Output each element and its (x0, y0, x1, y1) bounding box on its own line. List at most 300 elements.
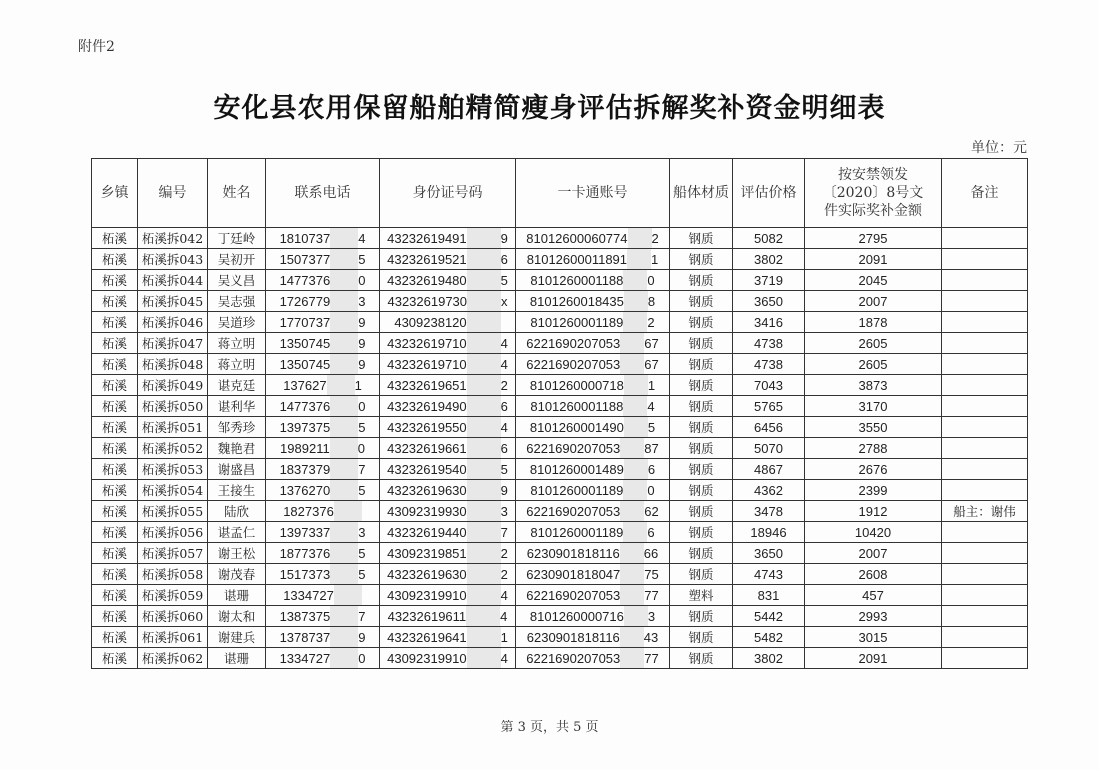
redaction-block (620, 501, 644, 521)
cell-phone (266, 522, 380, 543)
cell-note (942, 228, 1028, 249)
idcard-visible-prefix: 4309238120 (394, 314, 467, 330)
table-row (92, 480, 1028, 501)
cell-idcard (380, 627, 516, 648)
cell-town: 柘溪 (92, 312, 138, 333)
cell-price: 6456 (733, 417, 805, 438)
cell-material: 钢质 (670, 543, 733, 564)
cell-account (516, 354, 670, 375)
phone-visible-prefix: 1770737 (279, 314, 331, 330)
table-header-row (92, 159, 1028, 228)
cell-name: 谌孟仁 (208, 522, 266, 543)
phone-visible-prefix: 1378737 (279, 629, 331, 645)
cell-account (516, 564, 670, 585)
account-visible-prefix: 81012600011891 (526, 251, 628, 267)
redaction-block (620, 585, 644, 605)
table-row (92, 648, 1028, 669)
cell-material: 钢质 (670, 249, 733, 270)
redaction-block (330, 627, 358, 647)
cell-material: 钢质 (670, 333, 733, 354)
cell-phone (266, 312, 380, 333)
cell-note (942, 543, 1028, 564)
phone-visible-prefix: 1334727 (279, 650, 331, 666)
phone-visible-prefix: 1350745 (279, 356, 331, 372)
idcard-visible-suffix: 4 (500, 608, 508, 624)
account-visible-prefix: 6230901818047 (526, 566, 621, 582)
redaction-block (467, 249, 501, 269)
redaction-block (334, 585, 362, 605)
account-visible-suffix: 1 (647, 377, 656, 393)
phone-visible-prefix: 1827376 (283, 503, 334, 519)
cell-id: 柘溪拆048 (138, 354, 208, 375)
cell-material: 钢质 (670, 648, 733, 669)
cell-account (516, 543, 670, 564)
cell-id: 柘溪拆044 (138, 270, 208, 291)
document-title: 安化县农用保留船舶精简瘦身评估拆解奖补资金明细表 (213, 93, 886, 124)
cell-price: 7043 (733, 375, 805, 396)
table-row (92, 438, 1028, 459)
redaction-block (330, 564, 358, 584)
cell-award: 2091 (805, 249, 942, 270)
cell-name: 谢太和 (208, 606, 266, 627)
phone-visible-suffix: 5 (358, 482, 366, 498)
idcard-visible-prefix: 43232619630 (387, 566, 467, 582)
cell-note (942, 249, 1028, 270)
redaction-block (330, 438, 358, 458)
idcard-visible-suffix: x (501, 293, 508, 309)
cell-name: 谌克廷 (208, 375, 266, 396)
cell-phone (266, 585, 380, 606)
cell-phone (266, 396, 380, 417)
account-visible-suffix: 0 (647, 482, 655, 498)
cell-account (516, 312, 670, 333)
cell-phone (266, 648, 380, 669)
cell-account (516, 501, 670, 522)
cell-town: 柘溪 (92, 522, 138, 543)
phone-visible-suffix: 7 (358, 461, 366, 477)
header-town: 乡镇 (92, 159, 138, 228)
redaction-block (623, 270, 647, 290)
redaction-block (327, 375, 355, 395)
cell-award: 1912 (805, 501, 942, 522)
table-row (92, 501, 1028, 522)
redaction-block (467, 396, 501, 416)
table-row (92, 543, 1028, 564)
phone-visible-prefix: 1397375 (279, 419, 331, 435)
redaction-block (330, 354, 358, 374)
redaction-block (330, 228, 358, 248)
page-number: 第 3 页，共 5 页 (500, 720, 599, 735)
cell-id: 柘溪拆052 (138, 438, 208, 459)
idcard-visible-suffix: 9 (500, 482, 508, 498)
phone-visible-prefix: 1837379 (279, 461, 331, 477)
cell-award: 10420 (805, 522, 942, 543)
cell-material: 钢质 (670, 627, 733, 648)
cell-award: 3170 (805, 396, 942, 417)
cell-award: 457 (805, 585, 942, 606)
cell-material: 钢质 (670, 564, 733, 585)
idcard-visible-prefix: 43232619651 (387, 377, 467, 393)
cell-idcard (380, 354, 516, 375)
account-visible-prefix: 8101260001188 (530, 398, 624, 414)
cell-town: 柘溪 (92, 543, 138, 564)
cell-award: 2007 (805, 543, 942, 564)
account-visible-prefix: 6221690207053 (526, 503, 621, 519)
cell-award: 2795 (805, 228, 942, 249)
idcard-visible-prefix: 43232619540 (387, 461, 467, 477)
cell-material: 钢质 (670, 459, 733, 480)
cell-account (516, 627, 670, 648)
cell-town: 柘溪 (92, 501, 138, 522)
header-note: 备注 (942, 159, 1028, 228)
cell-town: 柘溪 (92, 627, 138, 648)
cell-price: 5482 (733, 627, 805, 648)
cell-account (516, 459, 670, 480)
cell-account (516, 585, 670, 606)
cell-award: 2399 (805, 480, 942, 501)
cell-award: 2045 (805, 270, 942, 291)
table-row (92, 564, 1028, 585)
account-visible-prefix: 8101260001189 (530, 524, 624, 540)
phone-visible-prefix: 1387375 (279, 608, 331, 624)
table-row (92, 228, 1028, 249)
header-price: 评估价格 (733, 159, 805, 228)
cell-town: 柘溪 (92, 375, 138, 396)
phone-visible-prefix: 1517373 (279, 566, 331, 582)
phone-visible-suffix: 9 (358, 356, 366, 372)
account-visible-suffix: 4 (647, 398, 655, 414)
cell-material: 钢质 (670, 228, 733, 249)
cell-material: 钢质 (670, 396, 733, 417)
idcard-visible-prefix: 43232619710 (387, 335, 467, 351)
redaction-block (624, 291, 648, 311)
phone-visible-prefix: 137627 (283, 377, 327, 393)
cell-phone (266, 270, 380, 291)
unit-label: 单位：元 (971, 140, 1027, 156)
cell-material: 钢质 (670, 480, 733, 501)
idcard-visible-suffix: 9 (500, 230, 508, 246)
redaction-block (624, 459, 648, 479)
cell-town: 柘溪 (92, 480, 138, 501)
cell-account (516, 522, 670, 543)
cell-id: 柘溪拆043 (138, 249, 208, 270)
phone-visible-suffix: 9 (358, 629, 366, 645)
phone-visible-suffix: 7 (358, 608, 366, 624)
redaction-block (330, 522, 358, 542)
table-row (92, 270, 1028, 291)
account-visible-prefix: 6230901818116 (526, 629, 620, 645)
idcard-visible-prefix: 43092319851 (387, 545, 467, 561)
account-visible-suffix: 87 (644, 440, 659, 456)
cell-idcard (380, 459, 516, 480)
cell-phone (266, 627, 380, 648)
phone-visible-prefix: 1989211 (280, 440, 330, 456)
cell-award: 2605 (805, 333, 942, 354)
idcard-visible-prefix: 43232619630 (387, 482, 467, 498)
idcard-visible-suffix: 5 (500, 461, 508, 477)
redaction-block (467, 375, 501, 395)
table-row (92, 291, 1028, 312)
cell-material: 钢质 (670, 291, 733, 312)
idcard-visible-prefix: 43232619440 (387, 524, 467, 540)
cell-id: 柘溪拆050 (138, 396, 208, 417)
account-visible-suffix: 6 (647, 461, 656, 477)
redaction-block (628, 228, 652, 248)
cell-town: 柘溪 (92, 396, 138, 417)
cell-id: 柘溪拆055 (138, 501, 208, 522)
cell-id: 柘溪拆060 (138, 606, 208, 627)
cell-account (516, 606, 670, 627)
cell-note (942, 606, 1028, 627)
redaction-block (623, 522, 647, 542)
cell-town: 柘溪 (92, 249, 138, 270)
cell-price: 5442 (733, 606, 805, 627)
cell-price: 3719 (733, 270, 805, 291)
cell-award: 2788 (805, 438, 942, 459)
redaction-block (467, 270, 501, 290)
cell-price: 4743 (733, 564, 805, 585)
cell-note (942, 459, 1028, 480)
phone-visible-prefix: 1350745 (279, 335, 331, 351)
table-row (92, 606, 1028, 627)
idcard-visible-suffix: 2 (500, 566, 508, 582)
cell-phone (266, 249, 380, 270)
redaction-block (330, 648, 358, 668)
idcard-visible-prefix: 43232619480 (387, 272, 467, 288)
cell-award: 3873 (805, 375, 942, 396)
cell-name: 谌珊 (208, 585, 266, 606)
cell-id: 柘溪拆045 (138, 291, 208, 312)
cell-id: 柘溪拆042 (138, 228, 208, 249)
cell-award: 3015 (805, 627, 942, 648)
redaction-block (330, 480, 358, 500)
cell-idcard (380, 375, 516, 396)
account-visible-suffix: 0 (647, 272, 655, 288)
account-visible-prefix: 8101260000718 (529, 377, 624, 393)
cell-id: 柘溪拆062 (138, 648, 208, 669)
redaction-block (467, 501, 501, 521)
account-visible-suffix: 62 (644, 503, 659, 519)
idcard-visible-prefix: 43092319910 (387, 650, 467, 666)
cell-price: 831 (733, 585, 805, 606)
subsidy-table (91, 158, 1028, 669)
cell-material: 钢质 (670, 501, 733, 522)
header-id: 编号 (138, 159, 208, 228)
account-visible-prefix: 6221690207053 (526, 440, 621, 456)
cell-phone (266, 459, 380, 480)
idcard-visible-prefix: 43232619521 (387, 251, 467, 267)
cell-award: 2676 (805, 459, 942, 480)
idcard-visible-prefix: 43232619730 (387, 293, 468, 309)
redaction-block (624, 417, 648, 437)
header-phone: 联系电话 (266, 159, 380, 228)
phone-visible-suffix: 0 (358, 650, 366, 666)
account-visible-suffix: 6 (647, 524, 655, 540)
idcard-visible-prefix: 43232619710 (387, 356, 467, 372)
redaction-block (330, 312, 358, 332)
account-visible-prefix: 6221690207053 (526, 356, 621, 372)
cell-material: 钢质 (670, 375, 733, 396)
idcard-visible-suffix: 2 (500, 377, 508, 393)
idcard-visible-prefix: 43232619490 (387, 398, 467, 414)
phone-visible-prefix: 1810737 (279, 230, 331, 246)
cell-account (516, 417, 670, 438)
cell-town: 柘溪 (92, 417, 138, 438)
cell-award: 2608 (805, 564, 942, 585)
phone-visible-prefix: 1477376 (279, 272, 331, 288)
redaction-block (467, 333, 501, 353)
cell-idcard (380, 270, 516, 291)
cell-town: 柘溪 (92, 291, 138, 312)
cell-material: 钢质 (670, 270, 733, 291)
redaction-block (330, 606, 358, 626)
cell-town: 柘溪 (92, 354, 138, 375)
cell-award: 2091 (805, 648, 942, 669)
cell-name: 蒋立明 (208, 333, 266, 354)
cell-price: 4738 (733, 354, 805, 375)
cell-name: 吴初开 (208, 249, 266, 270)
cell-id: 柘溪拆047 (138, 333, 208, 354)
cell-account (516, 438, 670, 459)
cell-price: 5070 (733, 438, 805, 459)
table-row (92, 585, 1028, 606)
cell-material: 钢质 (670, 312, 733, 333)
cell-price: 3802 (733, 249, 805, 270)
redaction-block (624, 375, 648, 395)
cell-account (516, 291, 670, 312)
cell-name: 谢王松 (208, 543, 266, 564)
cell-account (516, 375, 670, 396)
idcard-visible-prefix: 43232619550 (387, 419, 467, 435)
attachment-label: 附件2 (78, 39, 115, 55)
table-row (92, 396, 1028, 417)
redaction-block (330, 270, 358, 290)
cell-note (942, 627, 1028, 648)
cell-note (942, 480, 1028, 501)
phone-visible-suffix: 5 (358, 566, 366, 582)
cell-note (942, 585, 1028, 606)
redaction-block (330, 459, 358, 479)
redaction-block (467, 312, 501, 332)
redaction-block (330, 249, 358, 269)
redaction-block (330, 396, 358, 416)
redaction-block (623, 396, 647, 416)
cell-phone (266, 543, 380, 564)
cell-account (516, 648, 670, 669)
redaction-block (467, 291, 501, 311)
cell-award: 1878 (805, 312, 942, 333)
cell-price: 5082 (733, 228, 805, 249)
cell-phone (266, 564, 380, 585)
cell-material: 钢质 (670, 438, 733, 459)
idcard-visible-suffix: 5 (500, 272, 508, 288)
redaction-block (624, 606, 648, 626)
account-visible-suffix: 2 (647, 314, 655, 330)
redaction-block (623, 312, 647, 332)
redaction-block (467, 585, 501, 605)
cell-award: 3550 (805, 417, 942, 438)
account-visible-prefix: 6221690207053 (526, 587, 621, 603)
cell-note (942, 312, 1028, 333)
redaction-block (467, 228, 501, 248)
cell-name: 谢建兵 (208, 627, 266, 648)
cell-town: 柘溪 (92, 459, 138, 480)
cell-id: 柘溪拆053 (138, 459, 208, 480)
redaction-block (467, 564, 501, 584)
idcard-visible-suffix: 4 (500, 587, 508, 603)
cell-price: 4867 (733, 459, 805, 480)
table-row (92, 417, 1028, 438)
cell-id: 柘溪拆061 (138, 627, 208, 648)
cell-name: 谌利华 (208, 396, 266, 417)
account-visible-suffix: 43 (643, 629, 659, 645)
cell-idcard (380, 417, 516, 438)
account-visible-suffix: 75 (644, 566, 659, 582)
cell-note (942, 522, 1028, 543)
cell-town: 柘溪 (92, 438, 138, 459)
cell-id: 柘溪拆051 (138, 417, 208, 438)
redaction-block (467, 648, 501, 668)
account-visible-prefix: 8101260000716 (529, 608, 624, 624)
cell-phone (266, 480, 380, 501)
phone-visible-prefix: 1877376 (279, 545, 331, 561)
account-visible-suffix: 67 (644, 335, 659, 351)
phone-visible-suffix: 0 (357, 440, 365, 456)
account-visible-prefix: 8101260001188 (530, 272, 624, 288)
account-visible-prefix: 8101260001490 (529, 419, 624, 435)
redaction-block (620, 354, 644, 374)
cell-name: 陆欣 (208, 501, 266, 522)
cell-name: 吴义昌 (208, 270, 266, 291)
cell-town: 柘溪 (92, 333, 138, 354)
table-row (92, 459, 1028, 480)
cell-note (942, 648, 1028, 669)
cell-account (516, 228, 670, 249)
idcard-visible-prefix: 43232619641 (387, 629, 467, 645)
cell-note (942, 417, 1028, 438)
cell-name: 王接生 (208, 480, 266, 501)
phone-visible-suffix: 0 (358, 398, 366, 414)
redaction-block (330, 291, 358, 311)
cell-price: 3650 (733, 291, 805, 312)
cell-price: 4362 (733, 480, 805, 501)
cell-phone (266, 501, 380, 522)
account-visible-prefix: 6221690207053 (526, 335, 621, 351)
phone-visible-suffix: 5 (358, 419, 366, 435)
phone-visible-prefix: 1334727 (283, 587, 334, 603)
cell-idcard (380, 501, 516, 522)
idcard-visible-prefix: 43092319930 (387, 503, 467, 519)
cell-note (942, 354, 1028, 375)
account-visible-suffix: 77 (644, 650, 659, 666)
cell-account (516, 333, 670, 354)
redaction-block (467, 438, 501, 458)
cell-town: 柘溪 (92, 606, 138, 627)
cell-idcard (380, 606, 516, 627)
cell-phone (266, 291, 380, 312)
cell-note (942, 564, 1028, 585)
cell-idcard (380, 543, 516, 564)
cell-material: 钢质 (670, 417, 733, 438)
header-award: 按安禁领发〔2020〕8号文件实际奖补金额 (805, 159, 942, 228)
cell-note (942, 270, 1028, 291)
idcard-visible-suffix: 6 (500, 398, 508, 414)
cell-award: 2993 (805, 606, 942, 627)
cell-price: 3478 (733, 501, 805, 522)
phone-visible-suffix: 0 (358, 272, 366, 288)
cell-town: 柘溪 (92, 648, 138, 669)
cell-name: 邹秀珍 (208, 417, 266, 438)
